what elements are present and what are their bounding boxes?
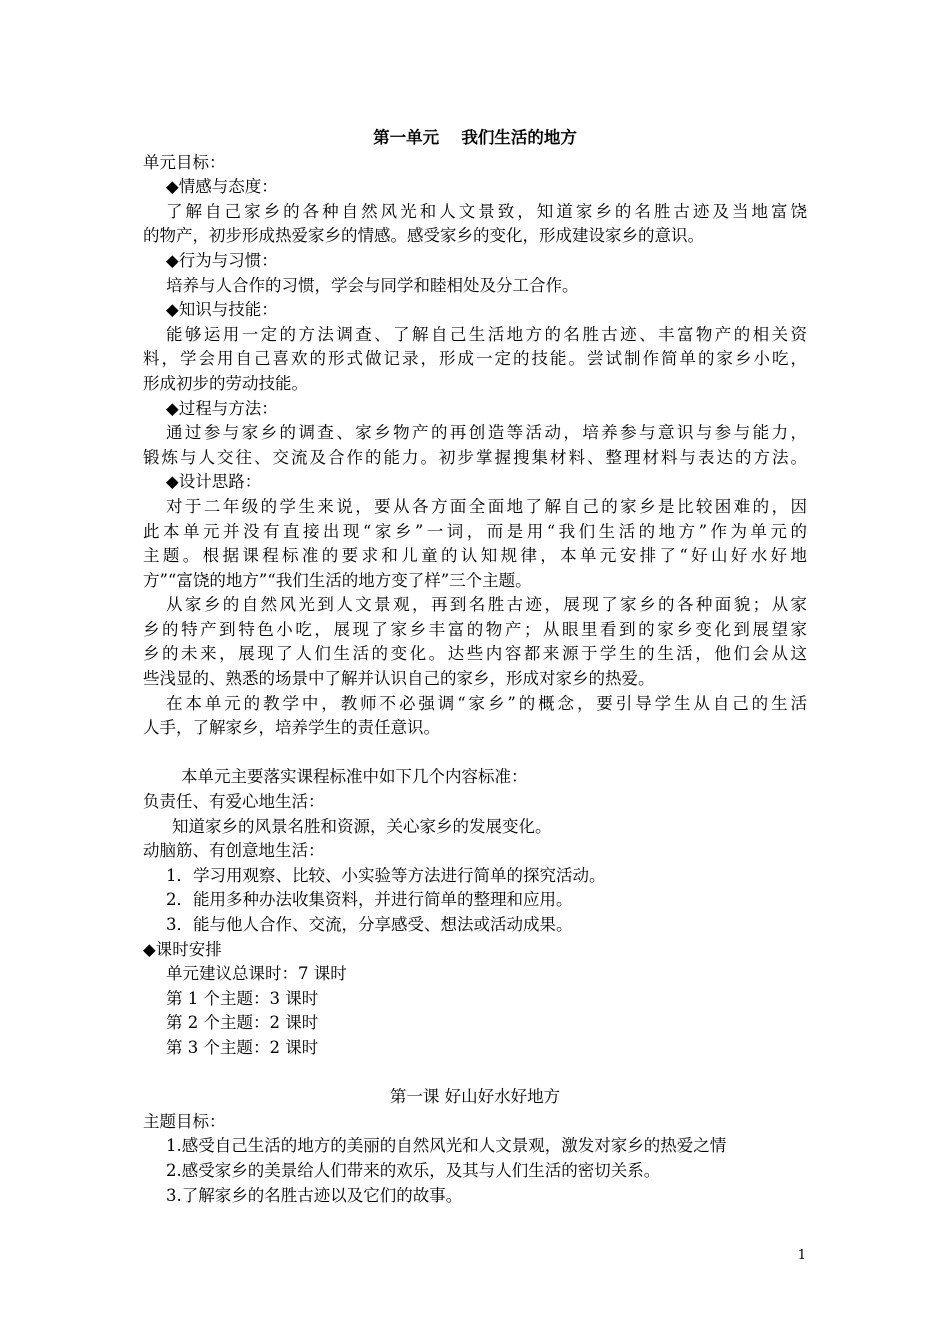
lesson-goals-heading: 主题目标： [143, 1111, 226, 1131]
standards-intro: 本单元主要落实课程标准中如下几个内容标准： [181, 767, 528, 787]
paragraph-line: 在本单元的教学中，教师不必强调“家乡”的概念，要引导学生从自己的生活 [166, 693, 807, 713]
standards-item: 2．能用多种办法收集资料，并进行简单的整理和应用。 [166, 890, 573, 910]
paragraph-line: 能够运用一定的方法调查、了解自己生活地方的名胜古迹、丰富物产的相关资 [166, 324, 807, 344]
paragraph-line: 培养与人合作的习惯，学会与同学和睦相处及分工合作。 [166, 275, 579, 295]
lesson-title: 第一课 好山好水好地方 [389, 1087, 561, 1107]
schedule-item: 第 1 个主题：3 课时 [166, 988, 319, 1008]
section-heading: ◆知识与技能： [166, 300, 278, 320]
paragraph-line: 锻炼与人交往、交流及合作的能力。初步掌握搜集材料、整理材料与表达的方法。 [143, 447, 807, 467]
schedule-heading: ◆课时安排 [143, 939, 222, 959]
standards-heading: 动脑筋、有创意地生活： [143, 841, 325, 861]
standards-item: 3．能与他人合作、交流，分享感受、想法或活动成果。 [166, 915, 573, 934]
section-heading: ◆情感与态度： [166, 177, 278, 197]
paragraph-line: 形成初步的劳动技能。 [143, 373, 308, 393]
page-number: 1 [797, 1248, 806, 1263]
paragraph-line: 此本单元并没有直接出现“家乡”一词，而是用“我们生活的地方”作为单元的 [143, 521, 807, 541]
paragraph-line: 乡的未来，展现了人们生活的变化。达些内容都来源于学生的生活，他们会从这 [143, 644, 807, 664]
paragraph-line: 从家乡的自然风光到人文景观，再到名胜古迹，展现了家乡的各种面貌；从家 [166, 595, 807, 615]
schedule-item: 第 3 个主题：2 课时 [166, 1037, 319, 1057]
lesson-goal-item: 2.感受家乡的美景给人们带来的欢乐，及其与人们生活的密切关系。 [166, 1160, 661, 1180]
paragraph-line: 了解自己家乡的各种自然风光和人文景致，知道家乡的名胜古迹及当地富饶 [166, 201, 807, 221]
paragraph-line: 乡的特产到特色小吃，展现了家乡丰富的物产；从眼里看到的家乡变化到展望家 [143, 619, 807, 639]
blank-line [143, 1061, 807, 1086]
paragraph-line: 对于二年级的学生来说，要从各方面全面地了解自己的家乡是比较困难的，因 [166, 496, 807, 516]
lesson-goal-item: 3.了解家乡的名胜古迹以及它们的故事。 [166, 1185, 463, 1205]
goals-heading: 单元目标： [143, 152, 226, 172]
section-heading: ◆行为与习惯： [166, 250, 278, 270]
paragraph-line: 方”“富饶的地方”“我们生活的地方变了样”三个主题。 [143, 570, 532, 590]
blank-line [143, 741, 807, 766]
lesson-goal-item: 1.感受自己生活的地方的美丽的自然风光和人文景观，激发对家乡的热爱之情 [166, 1136, 727, 1156]
standards-item: 1．学习用观察、比较、小实验等方法进行简单的探究活动。 [166, 865, 606, 885]
unit-title: 第一单元 我们生活的地方 [373, 128, 577, 147]
paragraph-line: 料，学会用自己喜欢的形式做记录，形成一定的技能。尝试制作简单的家乡小吃， [143, 349, 807, 369]
standards-heading: 负责任、有爱心地生活： [143, 792, 325, 812]
paragraph-line: 人手，了解家乡，培养学生的责任意识。 [143, 718, 440, 738]
paragraph-line: 主题。根据课程标准的要求和儿童的认知规律，本单元安排了“好山好水好地 [143, 546, 807, 566]
paragraph-line: 的物产，初步形成热爱家乡的情感。感受家乡的变化，形成建设家乡的意识。 [143, 226, 704, 246]
section-heading: ◆过程与方法： [166, 398, 278, 418]
document-body [143, 126, 807, 1208]
paragraph-line: 通过参与家乡的调查、家乡物产的再创造等活动，培养参与意识与参与能力， [166, 423, 807, 443]
standards-line: 知道家乡的风景名胜和资源，关心家乡的发展变化。 [172, 816, 552, 836]
schedule-item: 单元建议总课时：7 课时 [166, 964, 347, 984]
section-heading: ◆设计思路： [166, 472, 262, 492]
paragraph-line: 些浅显的、熟悉的场景中了解并认识自己的家乡，形成对家乡的热爱。 [143, 669, 655, 689]
schedule-item: 第 2 个主题：2 课时 [166, 1013, 319, 1033]
